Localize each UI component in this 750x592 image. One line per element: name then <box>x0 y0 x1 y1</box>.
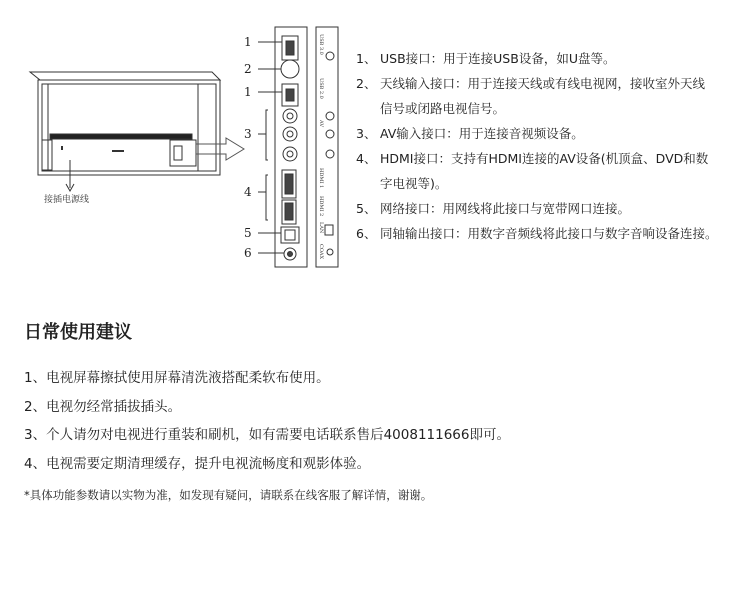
item-text: 同轴输出接口：用数字音频线将此接口与数字音响设备连接。 <box>380 226 718 241</box>
connector-panel <box>266 27 338 267</box>
usage-tip: 4、电视需要定期清理缓存，提升电视流畅度和观影体验。 <box>24 455 371 472</box>
port-description-item <box>356 121 746 146</box>
av-port-icon <box>283 109 297 123</box>
usage-tip: 3、个人请勿对电视进行重装和刷机，如有需要电话联系售后4008111666即可。 <box>24 427 510 443</box>
footnote: *具体功能参数请以实物为准，如发现有疑问，请联系在线客服了解详情，谢谢。 <box>24 488 433 502</box>
usage-tip: 2、电视勿经常插拔插头。 <box>24 398 182 415</box>
lan-port-icon <box>281 227 299 243</box>
callout-number: 1 <box>244 85 252 99</box>
panel-label: USB 2.0 <box>318 78 324 99</box>
item-text: AV输入接口：用于连接音视频设备。 <box>380 126 584 141</box>
section-title: 日常使用建议 <box>24 322 132 343</box>
callout-number: 6 <box>244 246 252 260</box>
panel-label: LAN <box>318 222 324 234</box>
callout-number: 3 <box>244 127 252 141</box>
item-number: 6、 <box>356 226 377 241</box>
panel-labels <box>318 34 324 260</box>
item-number: 3、 <box>356 126 377 141</box>
callout-number: 5 <box>244 226 252 240</box>
item-text: 网络接口：用网线将此接口与宽带网口连接。 <box>380 201 631 216</box>
av-port-icon <box>283 147 297 161</box>
panel-label: USB 3.0 <box>318 34 324 55</box>
item-number: 2、 <box>356 76 377 91</box>
item-text: USB接口：用于连接USB设备，如U盘等。 <box>380 51 616 66</box>
callout-number: 4 <box>244 185 252 199</box>
item-text-continued: 信号或闭路电视信号。 <box>380 101 506 116</box>
port-description-item <box>356 46 746 71</box>
item-number: 4、 <box>356 151 377 166</box>
panel-label: HDMI 2 <box>318 196 324 217</box>
panel-label: AV <box>318 120 324 127</box>
panel-label: COAX <box>318 244 324 260</box>
port-description-item <box>356 221 746 246</box>
callout-leaders <box>258 42 284 253</box>
item-number: 5、 <box>356 201 377 216</box>
antenna-port-icon <box>281 60 299 78</box>
port-description-item <box>356 196 746 221</box>
usage-tip: 1、电视屏幕擦拭使用屏幕清洗液搭配柔软布使用。 <box>24 370 330 386</box>
port-description-item <box>356 146 746 196</box>
callout-numbers <box>244 35 252 260</box>
tv-back-illustration <box>30 72 244 191</box>
item-number: 1、 <box>356 51 377 66</box>
port-description-item <box>356 71 746 121</box>
av-port-icon <box>283 127 297 141</box>
usage-tips-list <box>24 364 510 478</box>
port-description-list <box>356 46 746 246</box>
item-text-continued: 字电视等)。 <box>380 176 448 191</box>
item-text: 天线输入接口：用于连接天线或有线电视网，接收室外天线 <box>380 76 706 91</box>
panel-label: HDMI 1 <box>318 168 324 189</box>
power-cable-label: 接插电源线 <box>44 195 90 205</box>
callout-number: 1 <box>244 35 252 49</box>
item-text: HDMI接口：支持有HDMI连接的AV设备(机顶盒、DVD和数 <box>380 151 709 166</box>
callout-number: 2 <box>244 62 252 76</box>
